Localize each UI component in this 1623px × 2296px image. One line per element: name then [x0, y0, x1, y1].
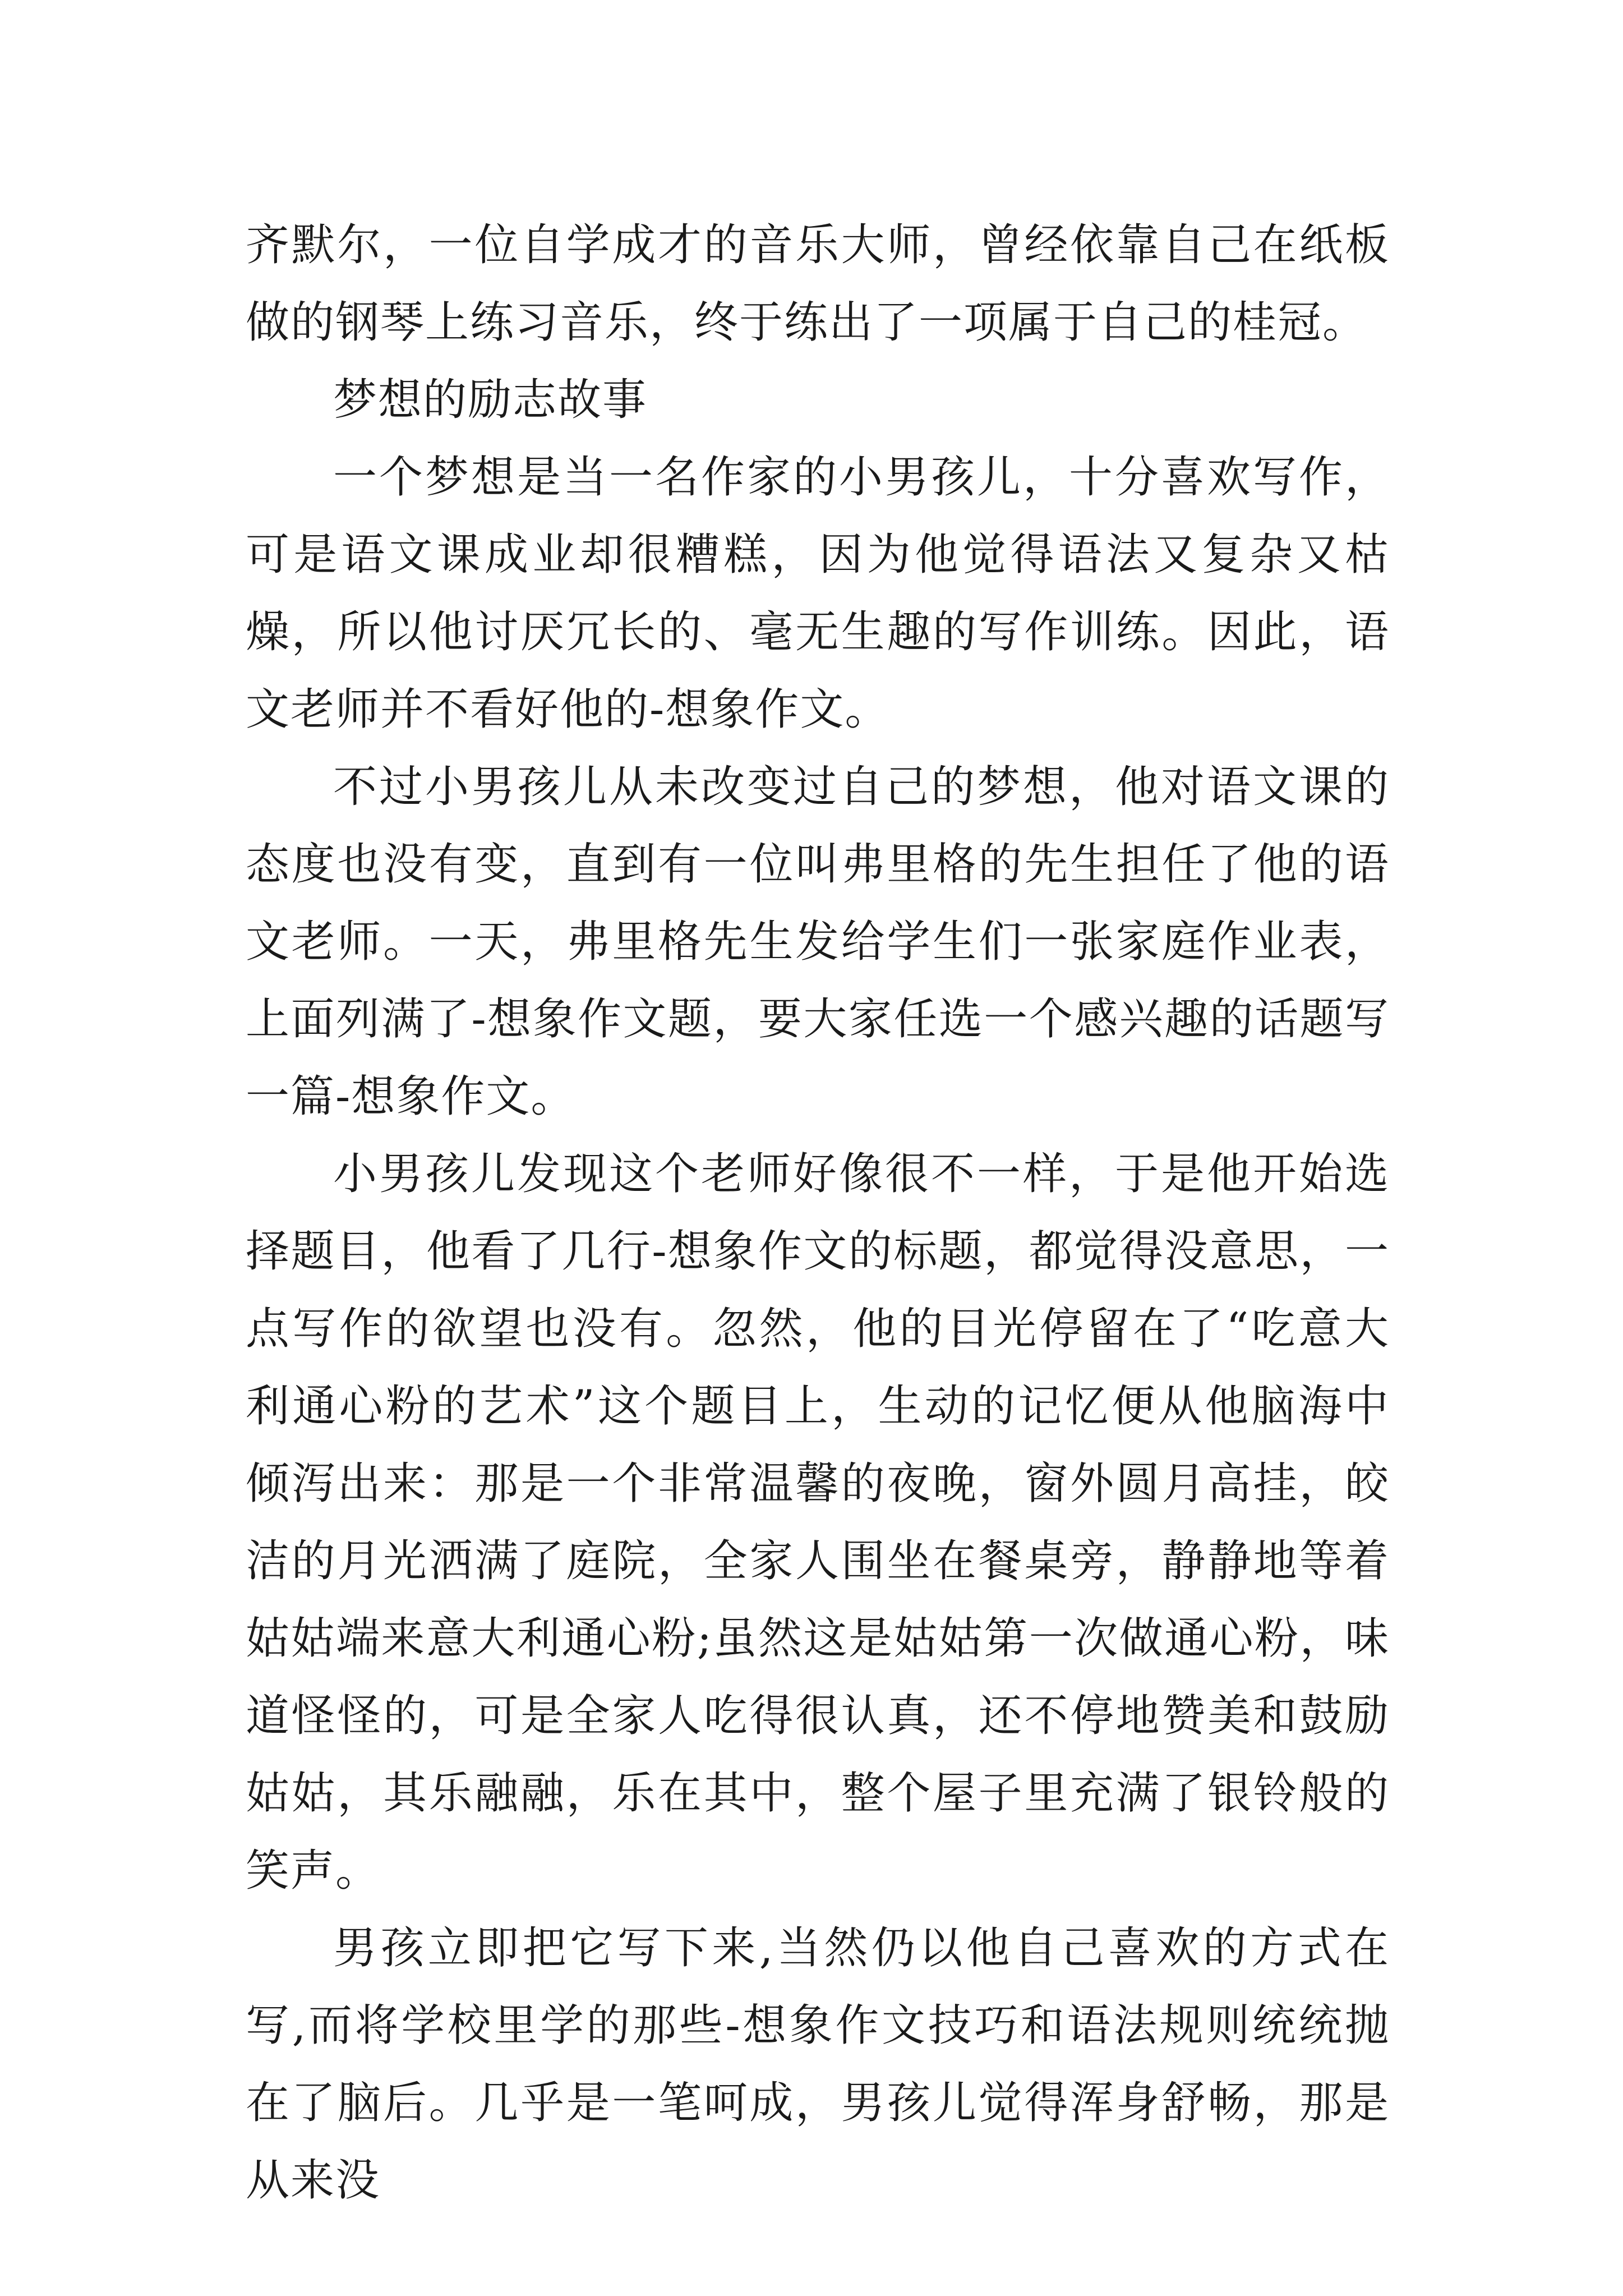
- paragraph-intro: 齐默尔，一位自学成才的音乐大师，曾经依靠自己在纸板做的钢琴上练习音乐，终于练出了一项属于自己的桂冠。: [246, 220, 1390, 348]
- section-heading: 梦想的励志故事: [333, 375, 648, 425]
- body-text: [246, 206, 1390, 2219]
- paragraph: 不过小男孩儿从未改变过自己的梦想，他对语文课的态度也没有变，直到有一位叫弗里格的先生担任了他的语文老师。一天，弗里格先生发给学生们一张家庭作业表，上面列满了-想象作文题，要大家任选一个感兴趣的话题写一篇-想象作文。: [246, 762, 1390, 1122]
- paragraph: 小男孩儿发现这个老师好像很不一样，于是他开始选择题目，他看了几行-想象作文的标题，都觉得没意思，一点写作的欲望也没有。忽然，他的目光停留在了“吃意大利通心粉的艺术”这个题目上，生动的记忆便从他脑海中倾泻出来：那是一个非常温馨的夜晚，窗外圆月高挂，皎洁的月光洒满了庭院，全家人围坐在餐桌旁，静静地等着姑姑端来意大利通心粉;虽然这是姑姑第一次做通心粉，味道怪怪的，可是全家人吃得很认真，还不停地赞美和鼓励姑姑，其乐融融，乐在其中，整个屋子里充满了银铃般的笑声。: [246, 1149, 1390, 1896]
- paragraph: 一个梦想是当一名作家的小男孩儿，十分喜欢写作，可是语文课成业却很糟糕，因为他觉得语法又复杂又枯燥，所以他讨厌冗长的、毫无生趣的写作训练。因此，语文老师并不看好他的-想象作文。: [246, 452, 1390, 735]
- paragraph: 男孩立即把它写下来,当然仍以他自己喜欢的方式在写,而将学校里学的那些-想象作文技巧和语法规则统统抛在了脑后。几乎是一笔呵成，男孩儿觉得浑身舒畅，那是从来没: [246, 1923, 1390, 2206]
